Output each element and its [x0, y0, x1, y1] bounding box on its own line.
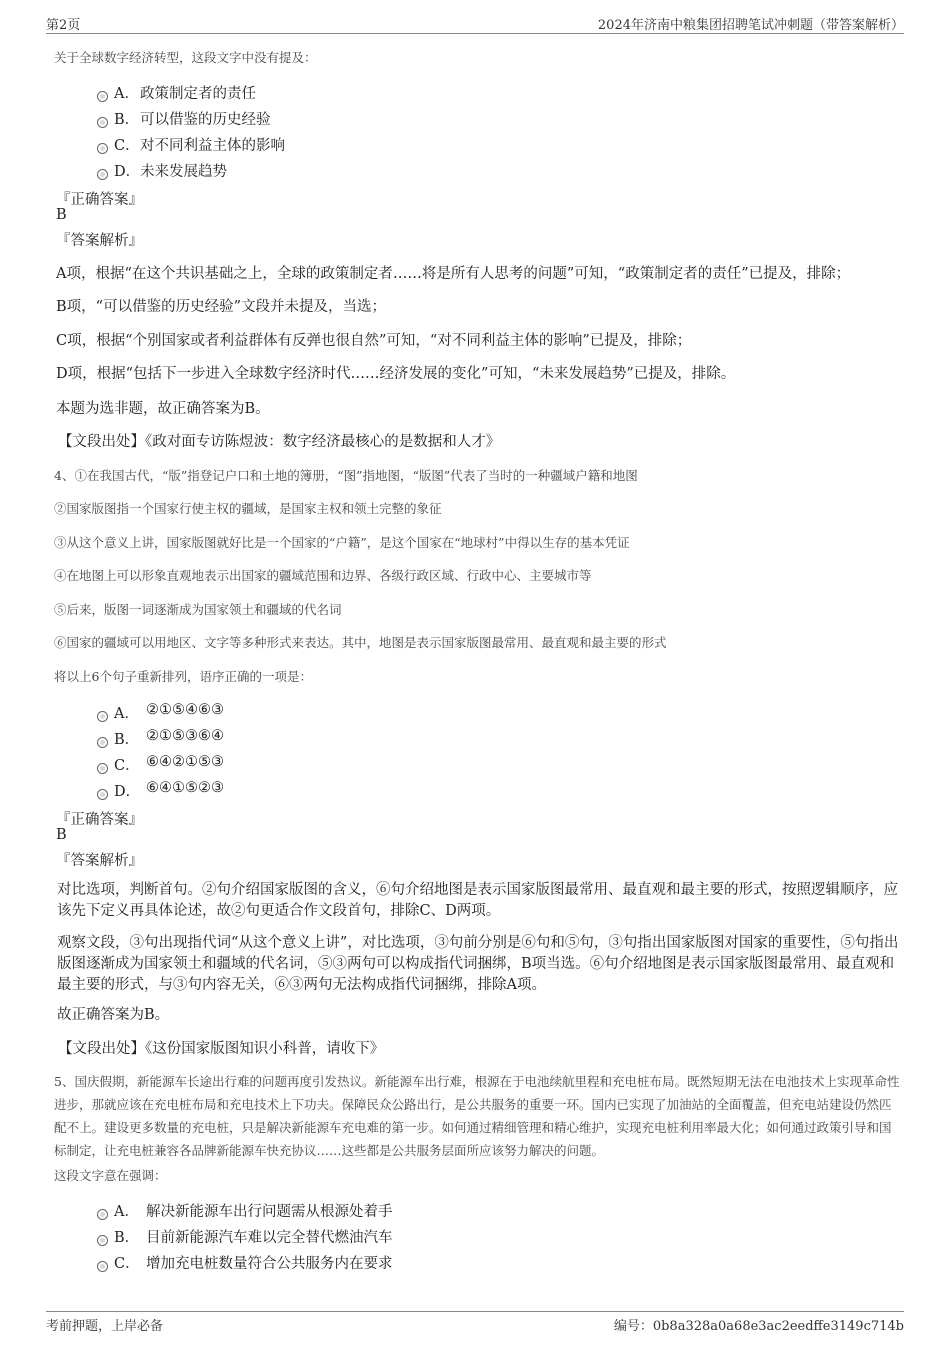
- q4-option-c-letter: C．: [114, 758, 140, 774]
- q4-sentence-4: ④在地图上可以形象直观地表示出国家的疆域范围和边界、各级行政区域、行政中心、主要城市等: [54, 568, 592, 583]
- q4-answer-label: 『正确答案』: [56, 812, 143, 828]
- q4-option-d-text: ⑥④①⑤②③: [146, 780, 224, 796]
- q3-option-c-text: 对不同利益主体的影响: [140, 138, 285, 154]
- q4-conclusion: 故正确答案为B。: [57, 1007, 170, 1023]
- q5-option-b-letter: B．: [114, 1230, 140, 1246]
- q5-option-c-text: 增加充电桩数量符合公共服务内在要求: [146, 1256, 393, 1272]
- q4-option-d-letter: D．: [114, 784, 141, 800]
- q5-prompt: 这段文字意在强调：: [54, 1168, 167, 1183]
- q5-option-a-radio[interactable]: [97, 1209, 108, 1220]
- q5-option-c-radio[interactable]: [97, 1261, 108, 1272]
- document-id: 编号：0b8a328a0a68e3ac2eedffe3149c714b: [613, 1319, 904, 1334]
- q3-option-d-radio[interactable]: [97, 169, 108, 180]
- q3-option-b-letter: B．: [114, 112, 140, 128]
- document-title: 2024年济南中粮集团招聘笔试冲刺题（带答案解析）: [597, 18, 904, 33]
- q4-analysis-label: 『答案解析』: [56, 853, 143, 869]
- header-rule: [46, 33, 904, 34]
- q3-analysis-c: C项，根据“个别国家或者利益群体有反弹也很自然”可知，“对不同利益主体的影响”已提及，排除；: [56, 333, 692, 349]
- q5-passage: 5、国庆假期，新能源车长途出行难的问题再度引发热议。新能源车出行难，根源在于电池续航里程和充电桩布局。既然短期无法在电池技术上实现革命性进步，那就应该在充电桩布局和充电技术上下功夫。保障民众公路出行，是公共服务的重要一环。国内已实现了加油站的全面覆盖，但充电站建设仍然匹配不上。建设更多数量的充电桩，只是解决新能源车充电难的第一步。如何通过精细管理和精心维护，实现充电桩利用率最大化；如何通过政策引导和国标制定，让充电桩兼容各品牌新能源车快充协议……这些都是公共服务层面所应该努力解决的问题。: [54, 1074, 900, 1158]
- q3-answer-label: 『正确答案』: [56, 192, 143, 208]
- q3-analysis-label: 『答案解析』: [56, 233, 143, 249]
- q4-sentence-1: 4、①在我国古代，“版”指登记户口和土地的簿册，“图”指地图，“版图”代表了当时的一种疆域户籍和地图: [54, 468, 638, 483]
- q3-option-a-letter: A．: [114, 86, 139, 102]
- q4-option-b-letter: B．: [114, 732, 140, 748]
- footer-rule: [46, 1311, 904, 1312]
- q5-option-c-letter: C．: [114, 1256, 140, 1272]
- q5-option-b-text: 目前新能源汽车难以完全替代燃油汽车: [146, 1230, 393, 1246]
- q3-option-a-text: 政策制定者的责任: [140, 86, 256, 102]
- q3-prompt: 关于全球数字经济转型，这段文字中没有提及：: [54, 50, 317, 65]
- q4-option-c-radio[interactable]: [97, 763, 108, 774]
- page-number: 第2页: [46, 18, 81, 33]
- q5-option-a-letter: A．: [114, 1204, 139, 1220]
- footer-slogan: 考前押题，上岸必备: [46, 1319, 164, 1334]
- q4-sentence-2: ②国家版图指一个国家行使主权的疆域，是国家主权和领土完整的象征: [54, 501, 442, 516]
- q4-answer: B: [56, 827, 67, 843]
- q4-prompt: 将以上6个句子重新排列，语序正确的一项是：: [54, 669, 312, 684]
- q3-analysis-a: A项，根据“在这个共识基础之上，全球的政策制定者……将是所有人思考的问题”可知，“政策制定者的责任”已提及，排除；: [56, 266, 851, 282]
- q4-option-c-text: ⑥④②①⑤③: [146, 754, 224, 770]
- q5-option-a-text: 解决新能源车出行问题需从根源处着手: [146, 1204, 393, 1220]
- q4-analysis-paragraph-2: 观察文段，③句出现指代词“从这个意义上讲”，对比选项，③句前分别是⑥句和⑤句，③句指出国家版图对国家的重要性，⑤句指出版图逐渐成为国家领土和疆域的代名词，⑤③两句可以构成指代词捆绑，B项当选。⑥句介绍地图是表示国家版图最常用、最直观和最主要的形式，与③句内容无关，⑥③两句无法构成指代词捆绑，排除A项。: [57, 935, 899, 993]
- q3-option-b-radio[interactable]: [97, 117, 108, 128]
- q4-analysis-paragraph-1: 对比选项，判断首句。②句介绍国家版图的含义，⑥句介绍地图是表示国家版图最常用、最直观和最主要的形式，按照逻辑顺序，应该先下定义再具体论述，故②句更适合作文段首句，排除C、D两项。: [57, 882, 898, 919]
- q3-option-d-letter: D．: [114, 164, 141, 180]
- q3-option-a-radio[interactable]: [97, 91, 108, 102]
- q5-option-b-radio[interactable]: [97, 1235, 108, 1246]
- q3-source: 【文段出处】《政对面专访陈煜波：数字经济最核心的是数据和人才》: [58, 434, 501, 450]
- q4-sentence-6: ⑥国家的疆域可以用地区、文字等多种形式来表达。其中，地图是表示国家版图最常用、最直观和最主要的形式: [54, 635, 667, 650]
- q4-option-a-radio[interactable]: [97, 711, 108, 722]
- q3-analysis-d: D项，根据“包括下一步进入全球数字经济时代……经济发展的变化”可知，“未来发展趋势”已提及，排除。: [56, 366, 736, 382]
- q3-option-c-radio[interactable]: [97, 143, 108, 154]
- q4-sentence-5: ⑤后来，版图一词逐渐成为国家领土和疆域的代名词: [54, 602, 342, 617]
- q3-option-c-letter: C．: [114, 138, 140, 154]
- q4-option-b-radio[interactable]: [97, 737, 108, 748]
- q4-option-b-text: ②①⑤③⑥④: [146, 728, 224, 744]
- q3-analysis-b: B项，“可以借鉴的历史经验”文段并未提及，当选；: [56, 299, 386, 315]
- q4-sentence-3: ③从这个意义上讲，国家版图就好比是一个国家的“户籍”，是这个国家在“地球村”中得以生存的基本凭证: [54, 535, 630, 550]
- q3-conclusion: 本题为选非题，故正确答案为B。: [56, 401, 270, 417]
- q4-option-d-radio[interactable]: [97, 789, 108, 800]
- q4-option-a-letter: A．: [114, 706, 139, 722]
- q3-answer: B: [56, 207, 67, 223]
- q3-option-d-text: 未来发展趋势: [140, 164, 227, 180]
- q4-option-a-text: ②①⑤④⑥③: [146, 702, 224, 718]
- q4-source: 【文段出处】《这份国家版图知识小科普，请收下》: [58, 1041, 385, 1057]
- q3-option-b-text: 可以借鉴的历史经验: [140, 112, 271, 128]
